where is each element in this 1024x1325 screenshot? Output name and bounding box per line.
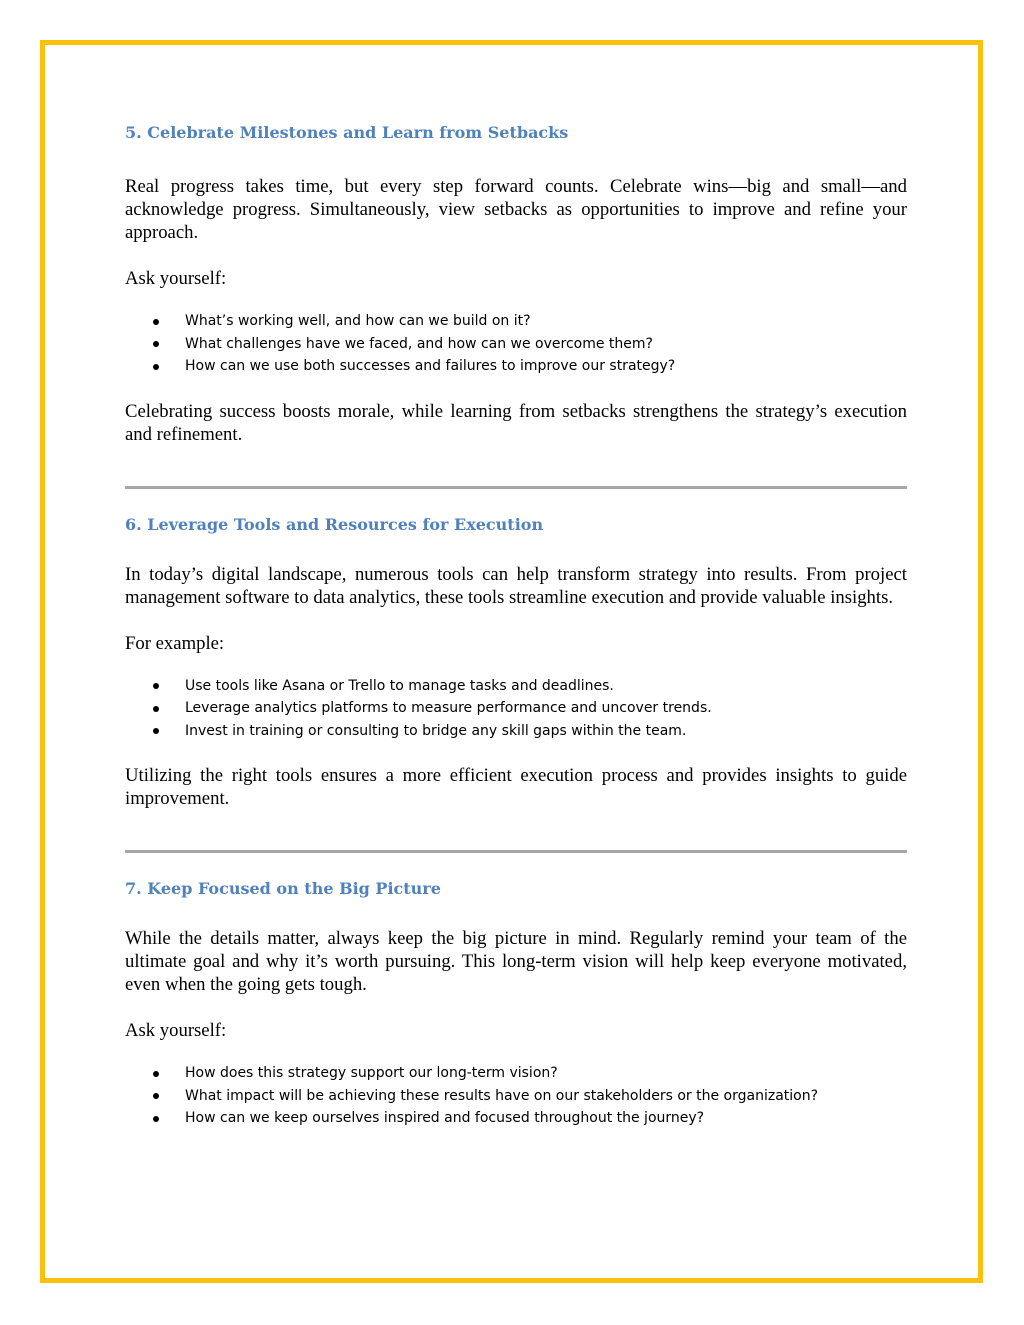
list-item: How does this strategy support our long-term vision?: [125, 1062, 907, 1085]
section-heading: 7. Keep Focused on the Big Picture: [125, 879, 441, 898]
section-divider: [125, 850, 907, 853]
bullet-icon: [153, 1093, 159, 1099]
bullet-list: [125, 675, 907, 743]
bullet-icon: [153, 728, 159, 734]
bullet-icon: [153, 1116, 159, 1122]
section-prompt: Ask yourself:: [125, 268, 227, 289]
section-intro: While the details matter, always keep the big picture in mind. Regularly remind your team of the ultimate goal and why it’s worth pursuing. This long-term vision will help keep everyone motivated, even when the going gets tough.: [125, 928, 907, 995]
list-item: How can we keep ourselves inspired and focused throughout the journey?: [125, 1107, 907, 1130]
list-item: Leverage analytics platforms to measure performance and uncover trends.: [125, 697, 907, 720]
list-item: Invest in training or consulting to bridge any skill gaps within the team.: [125, 720, 907, 743]
section-intro: In today’s digital landscape, numerous tools can help transform strategy into results. From project management software to data analytics, these tools streamline execution and provide valuable insights.: [125, 563, 907, 608]
bullet-icon: [153, 364, 159, 370]
section-divider: [125, 486, 907, 489]
bullet-icon: [153, 319, 159, 325]
bullet-icon: [153, 1071, 159, 1077]
section-prompt: Ask yourself:: [125, 1020, 227, 1041]
list-item: How can we use both successes and failures to improve our strategy?: [125, 355, 907, 378]
section-leverage-tools: [125, 515, 907, 811]
list-item: What impact will be achieving these results have on our stakeholders or the organization?: [125, 1085, 907, 1108]
section-celebrate-milestones: [125, 123, 907, 446]
page-content: [125, 123, 907, 1130]
list-item: Use tools like Asana or Trello to manage tasks and deadlines.: [125, 675, 907, 698]
section-conclusion: Celebrating success boosts morale, while learning from setbacks strengthens the strategy’s execution and refinement.: [125, 400, 907, 445]
bullet-icon: [153, 341, 159, 347]
bullet-list: [125, 1062, 907, 1130]
bullet-icon: [153, 683, 159, 689]
section-conclusion: Utilizing the right tools ensures a more efficient execution process and provides insights to guide improvement.: [125, 765, 907, 809]
section-big-picture: [125, 879, 907, 1130]
page-border: [40, 40, 983, 1283]
section-intro: Real progress takes time, but every step forward counts. Celebrate wins—big and small—and acknowledge progress. Simultaneously, view setbacks as opportunities to improve and refine your approach.: [125, 176, 907, 243]
section-heading: 5. Celebrate Milestones and Learn from Setbacks: [125, 123, 569, 142]
bullet-list: [125, 310, 907, 378]
list-item: What’s working well, and how can we build on it?: [125, 310, 907, 333]
section-prompt: For example:: [125, 632, 225, 654]
bullet-icon: [153, 706, 159, 712]
section-heading: 6. Leverage Tools and Resources for Execution: [125, 514, 544, 534]
list-item: What challenges have we faced, and how can we overcome them?: [125, 333, 907, 356]
